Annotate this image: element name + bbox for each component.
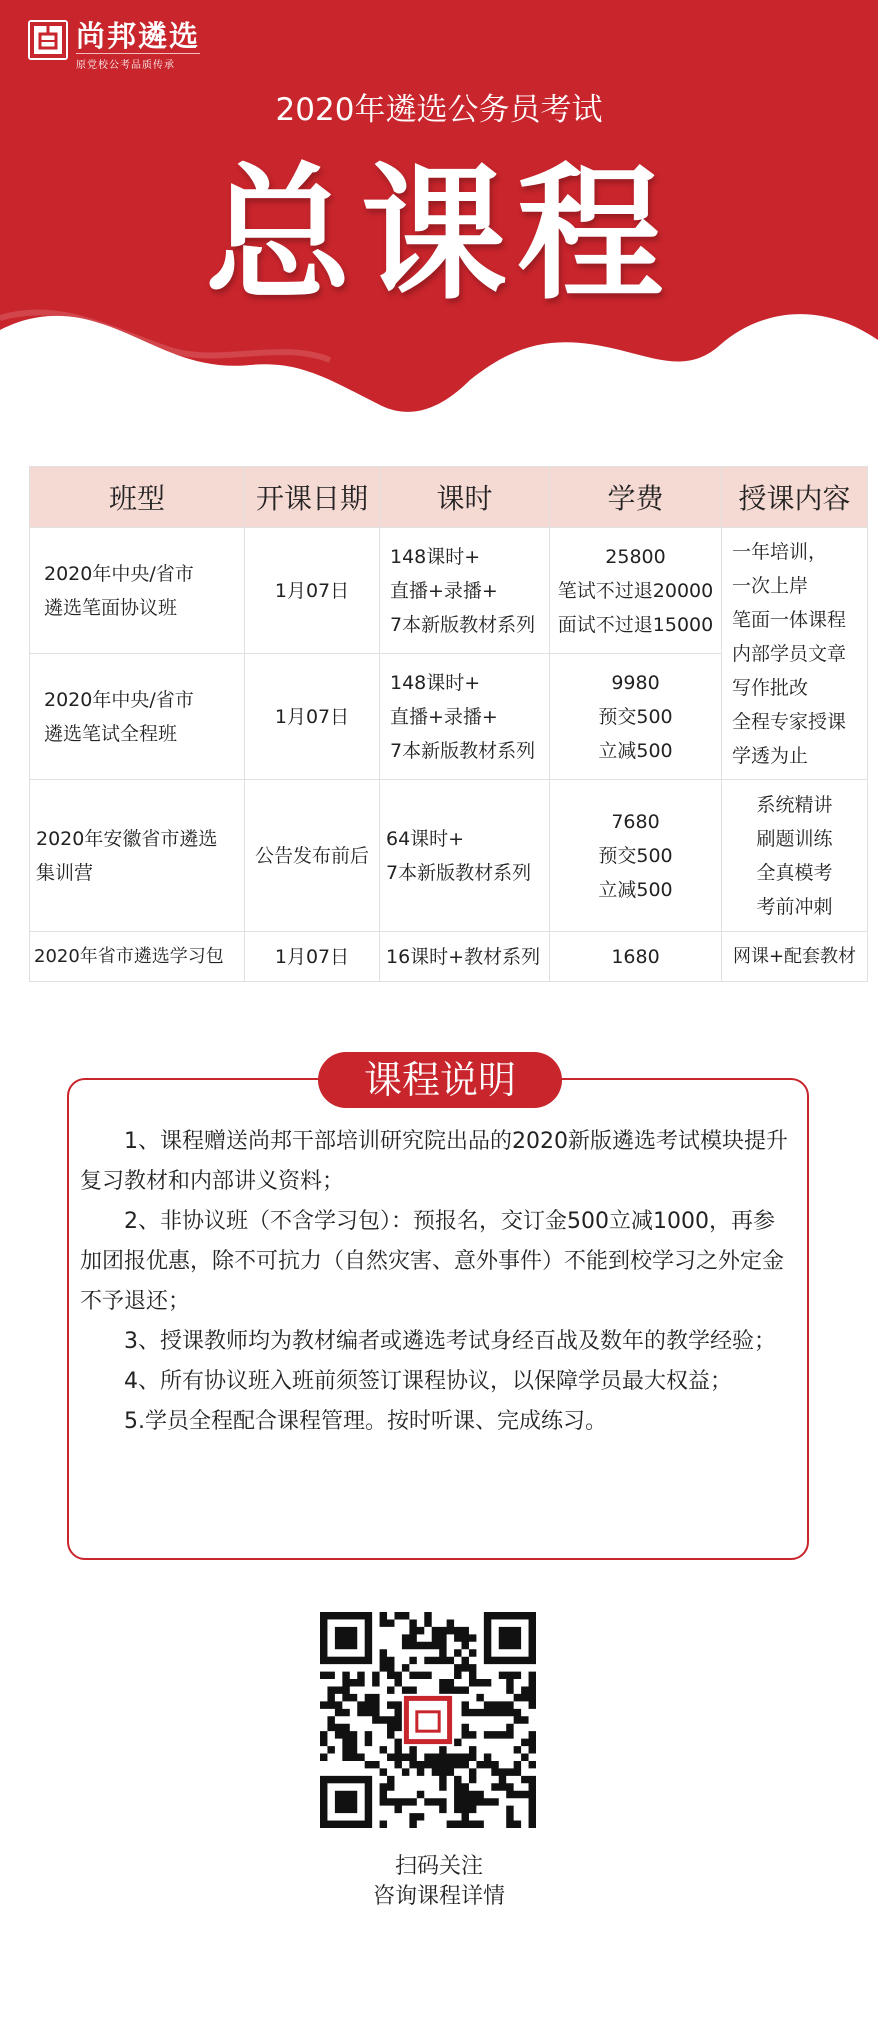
header-fee: 学费 [550, 467, 722, 528]
brand-slogan: 原党校公考品质传承 [76, 53, 200, 71]
notes-body [80, 1122, 790, 1442]
class-name-cell: 2020年中央/省市 遴选笔面协议班 [30, 528, 245, 654]
fee-cell: 9980 预交500 立减500 [550, 654, 722, 780]
header-content: 授课内容 [722, 467, 868, 528]
hero-banner [0, 0, 878, 440]
hours-cell: 148课时+ 直播+录播+ 7本新版教材系列 [380, 654, 550, 780]
header-class-type: 班型 [30, 467, 245, 528]
content-cell: 系统精讲 刷题训练 全真模考 考前冲刺 [722, 780, 868, 932]
table-row [30, 528, 868, 654]
fee-cell: 7680 预交500 立减500 [550, 780, 722, 932]
header-hours: 课时 [380, 467, 550, 528]
hero-subtitle: 2020年遴选公务员考试 [275, 92, 603, 128]
class-name-cell: 2020年中央/省市 遴选笔试全程班 [30, 654, 245, 780]
note-item: 2、非协议班（不含学习包）：预报名，交订金500立减1000，再参加团报优惠，除不可抗力（自然灾害、意外事件）不能到校学习之外定金不予退还； [80, 1209, 785, 1314]
start-date-cell: 1月07日 [245, 528, 380, 654]
class-name-cell: 2020年省市遴选学习包 [30, 932, 245, 982]
qr-code-icon [320, 1612, 536, 1828]
qr-caption-line2: 咨询课程详情 [372, 1884, 505, 1909]
shared-content-cell: 一年培训， 一次上岸 笔面一体课程 内部学员文章 写作批改 全程专家授课 学透为止 [722, 528, 868, 780]
notes-title: 课程说明 [318, 1052, 562, 1108]
hero-title: 总课程 [205, 150, 673, 320]
course-table [29, 466, 868, 982]
note-item: 3、授课教师均为教材编者或遴选考试身经百战及数年的教学经验； [124, 1329, 776, 1354]
brand-logo [28, 19, 201, 71]
hours-cell: 16课时+教材系列 [380, 932, 550, 982]
brand-name: 尚邦遴选 [76, 19, 201, 53]
qr-caption [0, 1852, 878, 1912]
qr-code [320, 1612, 536, 1828]
start-date-cell: 1月07日 [245, 654, 380, 780]
content-cell: 网课+配套教材 [722, 932, 868, 982]
note-item: 4、所有协议班入班前须签订课程协议，以保障学员最大权益； [124, 1369, 732, 1394]
start-date-cell: 公告发布前后 [245, 780, 380, 932]
start-date-cell: 1月07日 [245, 932, 380, 982]
note-item: 1、课程赠送尚邦干部培训研究院出品的2020新版遴选考试模块提升复习教材和内部讲义资料； [80, 1129, 788, 1194]
fee-cell: 25800 笔试不过退20000 面试不过退15000 [550, 528, 722, 654]
logo-seal-icon [28, 20, 68, 60]
table-header-row [30, 467, 868, 528]
class-name-cell: 2020年安徽省市遴选 集训营 [30, 780, 245, 932]
hours-cell: 148课时+ 直播+录播+ 7本新版教材系列 [380, 528, 550, 654]
qr-caption-line1: 扫码关注 [394, 1854, 483, 1879]
note-item: 5.学员全程配合课程管理。按时听课、完成练习。 [124, 1409, 607, 1434]
fee-cell: 1680 [550, 932, 722, 982]
table-row [30, 780, 868, 932]
table-row [30, 932, 868, 982]
header-start-date: 开课日期 [245, 467, 380, 528]
hours-cell: 64课时+ 7本新版教材系列 [380, 780, 550, 932]
